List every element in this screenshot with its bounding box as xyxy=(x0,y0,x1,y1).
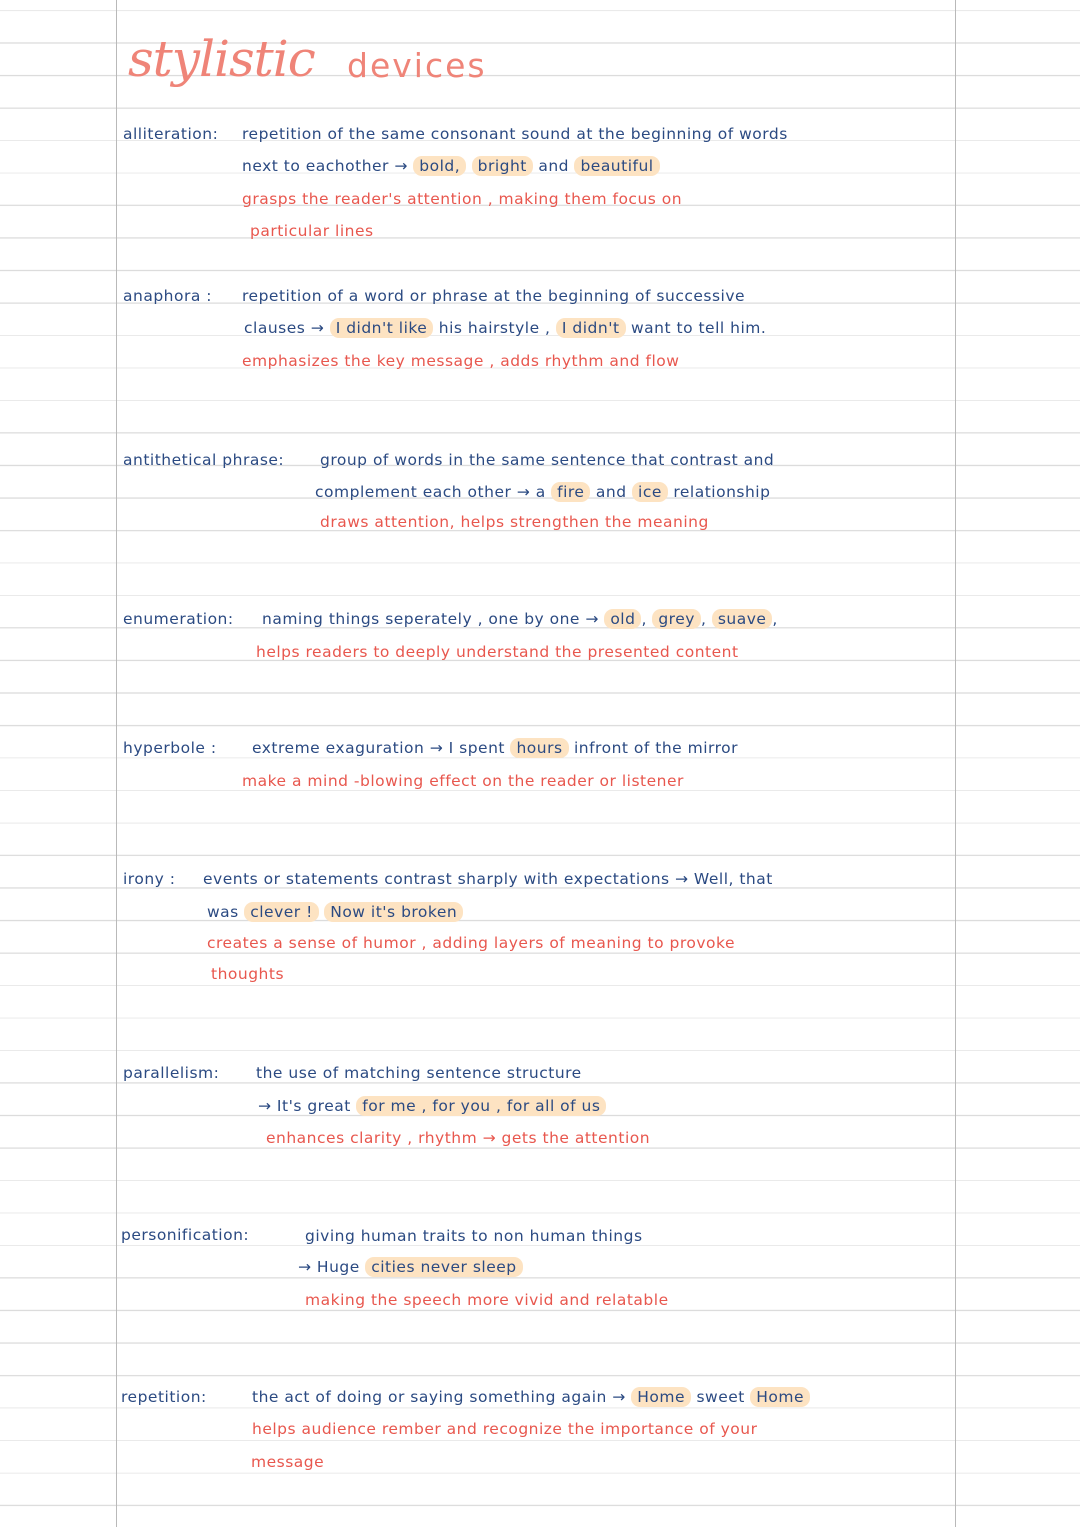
effect-line: emphasizes the key message , adds rhythm and flow xyxy=(242,352,680,370)
text: want to tell him. xyxy=(630,319,767,337)
effect-line: grasps the reader's attention , making them focus on xyxy=(242,190,683,208)
text: the act of doing or saying something again → xyxy=(252,1388,626,1406)
text: and xyxy=(595,483,627,501)
effect-line: making the speech more vivid and relatable xyxy=(305,1291,669,1309)
text: complement each other → a xyxy=(315,483,546,501)
term-label: parallelism: xyxy=(123,1064,220,1082)
text: next to eachother → xyxy=(242,157,408,175)
text: naming things seperately , one by one → xyxy=(262,610,599,628)
effect-line: enhances clarity , rhythm → gets the attention xyxy=(266,1129,651,1147)
highlight: fire xyxy=(551,482,590,502)
highlight: grey xyxy=(652,609,701,629)
term-label: personification: xyxy=(121,1226,250,1244)
example-line xyxy=(242,156,660,176)
effect-line: helps readers to deeply understand the presented content xyxy=(256,643,739,661)
term-label: enumeration: xyxy=(123,610,234,628)
text: his hairstyle , xyxy=(438,319,551,337)
definition-line: the use of matching sentence structure xyxy=(256,1064,582,1082)
right-margin-line xyxy=(955,0,956,1527)
page-title-stylistic: stylistic xyxy=(128,30,315,88)
highlight: Home xyxy=(631,1387,691,1407)
text: and xyxy=(538,157,569,175)
definition-line: giving human traits to non human things xyxy=(305,1227,643,1245)
definition-line xyxy=(262,609,778,629)
term-label: antithetical phrase: xyxy=(123,451,285,469)
term-label: alliteration: xyxy=(123,125,219,143)
definition-line: group of words in the same sentence that contrast and xyxy=(320,451,775,469)
effect-line: message xyxy=(251,1453,325,1471)
highlight: clever ! xyxy=(244,902,319,922)
highlight: cities never sleep xyxy=(365,1257,522,1277)
highlight: bold, xyxy=(413,156,466,176)
highlight: ice xyxy=(632,482,668,502)
highlight: beautiful xyxy=(574,156,659,176)
definition-line: repetition of a word or phrase at the beginning of successive xyxy=(242,287,746,305)
definition-line xyxy=(252,738,738,758)
text: relationship xyxy=(673,483,771,501)
highlight: suave xyxy=(712,609,773,629)
highlight: I didn't like xyxy=(330,318,434,338)
term-label: repetition: xyxy=(121,1388,207,1406)
highlight: Now it's broken xyxy=(324,902,463,922)
text: → It's great xyxy=(258,1097,351,1115)
text: → Huge xyxy=(298,1258,360,1276)
effect-line: make a mind -blowing effect on the reader or listener xyxy=(242,772,684,790)
effect-line: creates a sense of humor , adding layers of meaning to provoke xyxy=(207,934,735,952)
highlight: old xyxy=(604,609,641,629)
highlight: Home xyxy=(750,1387,810,1407)
highlight: bright xyxy=(472,156,533,176)
effect-line: thoughts xyxy=(211,965,285,983)
text: , xyxy=(772,610,778,628)
text: infront of the mirror xyxy=(573,739,739,757)
effect-line: draws attention, helps strengthen the meaning xyxy=(320,513,709,531)
effect-line: particular lines xyxy=(250,222,374,240)
effect-line: helps audience rember and recognize the importance of your xyxy=(252,1420,758,1438)
example-line xyxy=(298,1257,523,1277)
definition-line: events or statements contrast sharply with expectations → Well, that xyxy=(203,870,773,888)
highlight: for me , for you , for all of us xyxy=(356,1096,606,1116)
text: clauses → xyxy=(244,319,325,337)
highlight: I didn't xyxy=(556,318,626,338)
page-title-devices: devices xyxy=(347,46,487,85)
text: , xyxy=(700,610,707,628)
example-line xyxy=(207,902,463,922)
definition-line: repetition of the same consonant sound at the beginning of words xyxy=(242,125,788,143)
highlight: hours xyxy=(510,738,568,758)
example-line xyxy=(315,482,770,502)
term-label: irony : xyxy=(123,870,176,888)
text: , xyxy=(641,610,647,628)
text: was xyxy=(207,903,239,921)
example-line xyxy=(244,318,766,338)
left-margin-line xyxy=(116,0,117,1527)
definition-line xyxy=(252,1387,810,1407)
example-line xyxy=(258,1096,606,1116)
term-label: anaphora : xyxy=(123,287,212,305)
term-label: hyperbole : xyxy=(123,739,217,757)
text: extreme exaguration → I spent xyxy=(252,739,505,757)
text: sweet xyxy=(696,1388,745,1406)
